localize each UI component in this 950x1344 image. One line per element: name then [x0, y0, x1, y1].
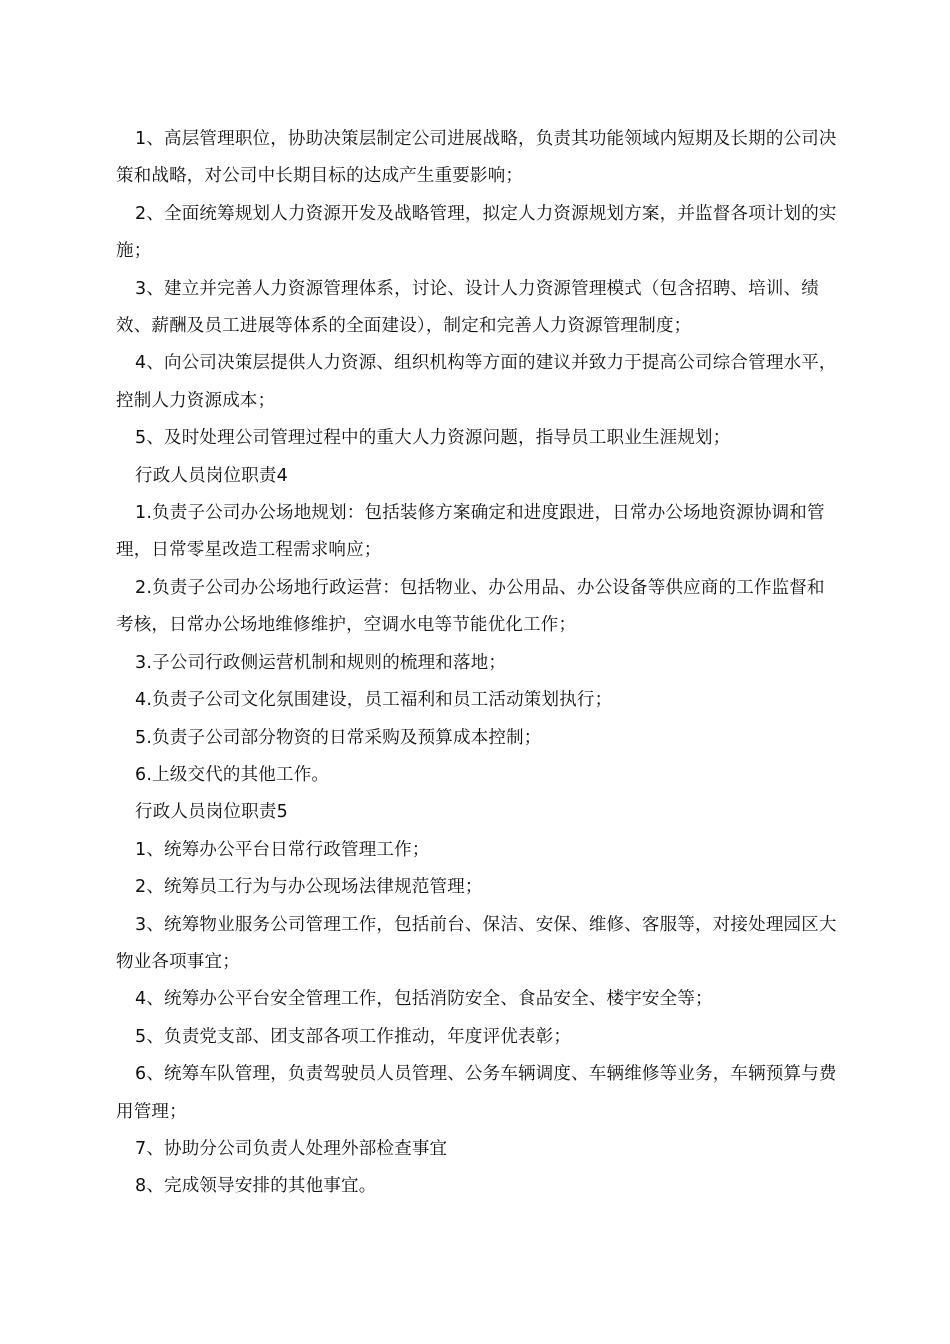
paragraph-admin4-duty-6: 6.上级交代的其他工作。: [135, 764, 330, 785]
paragraph-admin4-duty-2: 2.负责子公司办公场地行政运营：包括物业、办公用品、办公设备等供应商的工作监督和考核，日常办公场地维修维护，空调水电等节能优化工作；: [116, 577, 825, 636]
paragraph-admin4-duty-5: 5.负责子公司部分物资的日常采购及预算成本控制；: [135, 727, 542, 748]
section-heading-5: 行政人员岗位职责5: [135, 802, 288, 823]
paragraph-admin5-duty-6: 6、统筹车队管理，负责驾驶员人员管理、公务车辆调度、车辆维修等业务，车辆预算与费用管理；: [116, 1064, 837, 1122]
paragraph-admin5-duty-5: 5、负责党支部、团支部各项工作推动，年度评优表彰；: [135, 1026, 572, 1047]
paragraph-admin4-duty-1: 1.负责子公司办公场地规划：包括装修方案确定和进度跟进，日常办公场地资源协调和管理，日常零星改造工程需求响应；: [116, 503, 825, 561]
paragraph-admin4-duty-4: 4.负责子公司文化氛围建设，员工福利和员工活动策划执行；: [135, 690, 613, 711]
paragraph-admin5-duty-4: 4、统筹办公平台安全管理工作，包括消防安全、食品安全、楼宇安全等；: [135, 989, 713, 1010]
paragraph-admin5-duty-1: 1、统筹办公平台日常行政管理工作；: [135, 839, 430, 860]
paragraph-hr-duty-3: 3、建立并完善人力资源管理体系，讨论、设计人力资源管理模式（包含招聘、培训、绩效、薪酬及员工进展等体系的全面建设），制定和完善人力资源管理制度；: [116, 278, 819, 337]
paragraph-hr-duty-4: 4、向公司决策层提供人力资源、组织机构等方面的建议并致力于提高公司综合管理水平，控制人力资源成本；: [116, 353, 837, 411]
paragraph-hr-duty-1: 1、高层管理职位，协助决策层制定公司进展战略，负责其功能领域内短期及长期的公司决策和战略，对公司中长期目标的达成产生重要影响；: [116, 129, 837, 187]
paragraph-admin5-duty-8: 8、完成领导安排的其他事宜。: [135, 1176, 377, 1197]
section-heading-4: 行政人员岗位职责4: [135, 465, 288, 486]
paragraph-admin4-duty-3: 3.子公司行政侧运营机制和规则的梳理和落地；: [135, 652, 507, 673]
paragraph-admin5-duty-3: 3、统筹物业服务公司管理工作，包括前台、保洁、安保、维修、客服等，对接处理园区大物业各项事宜；: [116, 914, 837, 972]
paragraph-admin5-duty-2: 2、统筹员工行为与办公现场法律规范管理；: [135, 877, 483, 898]
document-body: [116, 121, 840, 1206]
paragraph-hr-duty-5: 5、及时处理公司管理过程中的重大人力资源问题，指导员工职业生涯规划；: [135, 428, 731, 449]
paragraph-hr-duty-2: 2、全面统筹规划人力资源开发及战略管理，拟定人力资源规划方案，并监督各项计划的实施；: [116, 203, 837, 262]
paragraph-admin5-duty-7: 7、协助分公司负责人处理外部检查事宜: [135, 1138, 448, 1159]
